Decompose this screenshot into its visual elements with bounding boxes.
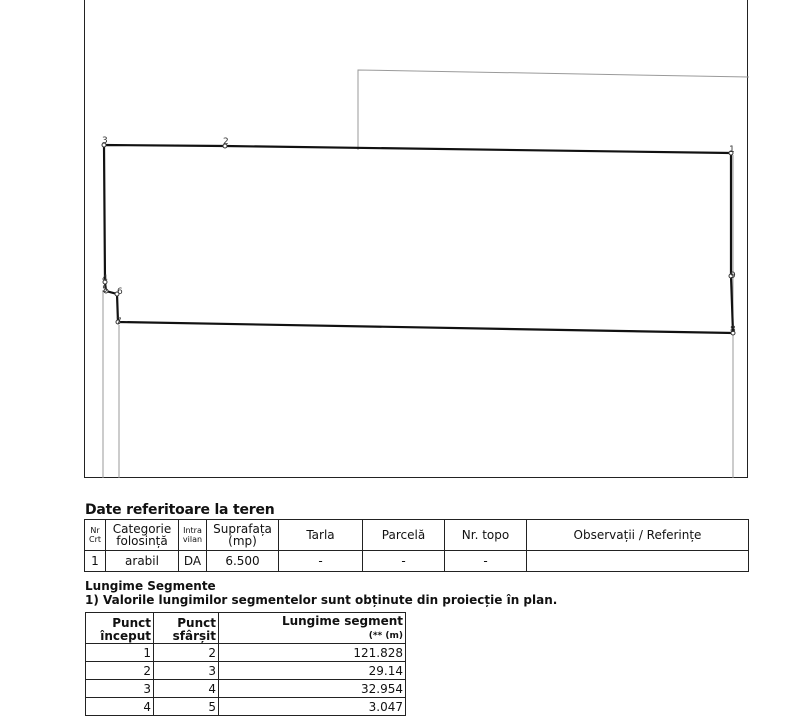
cell-intravilan: DA — [179, 551, 207, 572]
header-categorie: Categorie folosință — [106, 520, 179, 551]
table-row — [86, 698, 406, 716]
point-markers — [102, 143, 735, 335]
segment-start: 4 — [86, 698, 154, 716]
cell-nr-topo: - — [445, 551, 527, 572]
point-label-6: 6 — [117, 287, 123, 297]
parcel-boundary — [104, 145, 733, 333]
header-punct-sfarsit: Punct sfârșit — [154, 613, 219, 644]
point-label-3: 3 — [102, 136, 108, 146]
segment-end: 2 — [154, 644, 219, 662]
segment-end: 5 — [154, 698, 219, 716]
segments-table — [85, 612, 406, 716]
header-lungime-segment: Lungime segment (** (m) — [219, 613, 406, 644]
table-row — [86, 644, 406, 662]
segment-end: 4 — [154, 680, 219, 698]
cell-tarla: - — [279, 551, 363, 572]
segment-start: 3 — [86, 680, 154, 698]
segment-length: 121.828 — [219, 644, 406, 662]
header-tarla: Tarla — [279, 520, 363, 551]
header-observatii: Observații / Referințe — [527, 520, 749, 551]
cell-categorie: arabil — [106, 551, 179, 572]
table-row — [86, 662, 406, 680]
point-label-8: 8 — [730, 325, 736, 335]
point-label-9: 9 — [730, 271, 736, 281]
segments-header-row — [86, 613, 406, 644]
cell-suprafata: 6.500 — [207, 551, 279, 572]
point-label-4: 4 — [102, 274, 108, 284]
plan-drawing — [85, 0, 749, 478]
header-punct-inceput: Punct început — [86, 613, 154, 644]
segments-note: 1) Valorile lungimilor segmentelor sunt obținute din proiecție în plan. — [85, 593, 558, 607]
header-parcela: Parcelă — [363, 520, 445, 551]
segment-end: 3 — [154, 662, 219, 680]
point-label-7: 7 — [116, 317, 122, 327]
segment-length: 29.14 — [219, 662, 406, 680]
land-section-title: Date referitoare la teren — [85, 502, 275, 518]
point-label-5: 5 — [102, 285, 108, 295]
land-table-row — [85, 551, 749, 572]
cell-nr: 1 — [85, 551, 106, 572]
neighbor-parcel-outline — [358, 70, 749, 150]
header-nr-topo: Nr. topo — [445, 520, 527, 551]
point-label-1: 1 — [729, 145, 735, 155]
segment-length: 32.954 — [219, 680, 406, 698]
segments-title: Lungime Segmente — [85, 579, 216, 593]
length-unit: (** (m) — [368, 631, 403, 641]
header-intravilan: Intra vilan — [179, 520, 207, 551]
cell-observatii — [527, 551, 749, 572]
segment-start: 1 — [86, 644, 154, 662]
point-label-2: 2 — [223, 137, 229, 147]
segment-start: 2 — [86, 662, 154, 680]
header-suprafata: Suprafața (mp) — [207, 520, 279, 551]
segment-length: 3.047 — [219, 698, 406, 716]
cell-parcela: - — [363, 551, 445, 572]
cadastral-plan — [84, 0, 748, 478]
land-table-header-row — [85, 520, 749, 551]
header-nr-crt: Nr Crt — [85, 520, 106, 551]
land-data-table — [84, 519, 749, 572]
table-row — [86, 680, 406, 698]
